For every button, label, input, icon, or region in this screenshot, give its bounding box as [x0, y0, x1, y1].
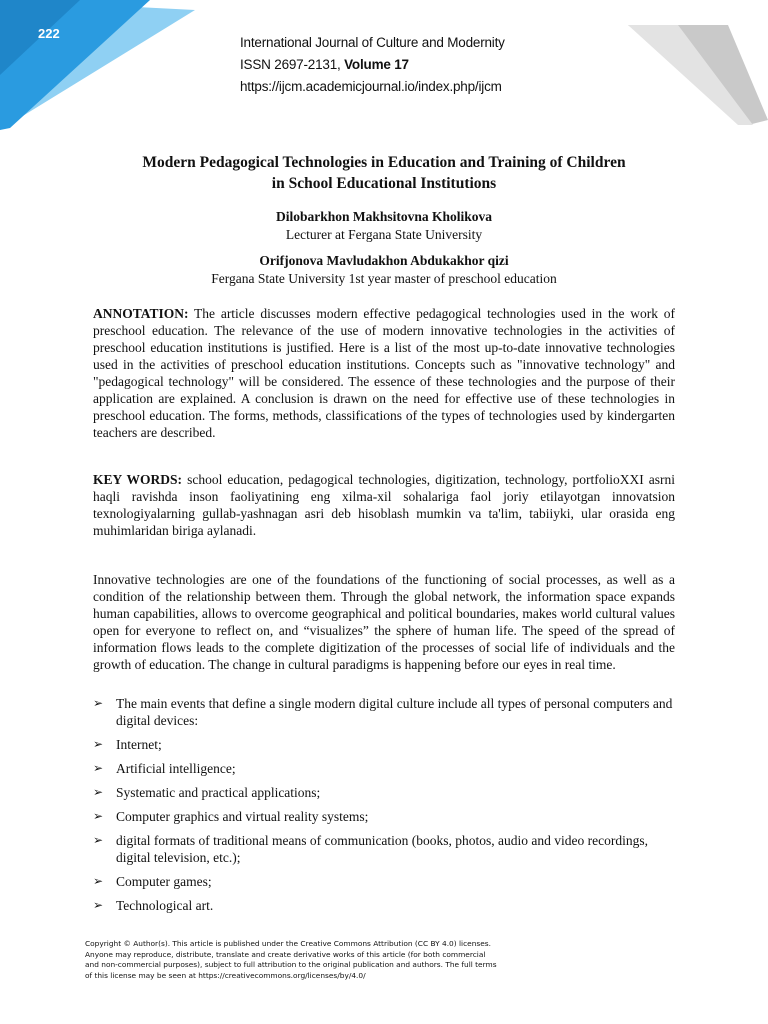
list-item: ➢ Computer graphics and virtual reality systems;	[93, 809, 369, 824]
keywords-label: KEY WORDS:	[93, 472, 183, 487]
copyright-line: of this license may be seen at https://creativecommons.org/licenses/by/4.0/	[85, 970, 366, 980]
copyright-line: and non-commercial purposes), subject to full attribution to the original publication and authors. The full terms	[85, 960, 497, 969]
list-item: ➢ Computer games;	[93, 874, 212, 889]
article-title	[80, 152, 688, 194]
volume: Volume 17	[344, 57, 409, 72]
bullet-list	[93, 695, 675, 921]
arrow-bullet-icon: ➢	[93, 761, 104, 775]
journal-header	[240, 32, 505, 98]
list-item: ➢ Systematic and practical applications;	[93, 785, 321, 800]
annotation-text: The article discusses modern effective pedagogical technologies used in the work of preschool education. The relevance of the use of modern innovative technologies in the activities of preschool education institutions is justified. Here is a list of the most up-to-date innovative technologies used in the activities of preschool education institutions. Concepts such as "innovative technology" and "pedagogical technology" will be considered. The essence of these technologies and the purpose of their application are explained. A conclusion is drawn on the need for effective use of these technologies in preschool education. The forms, methods, classifications of the types of technologies used by kindergarten teachers are described.	[93, 306, 675, 440]
arrow-bullet-icon: ➢	[93, 809, 104, 823]
arrow-bullet-icon: ➢	[93, 833, 104, 847]
author-2-affiliation: Fergana State University 1st year master of preschool education	[211, 271, 557, 286]
author-2-name: Orifjonova Mavludakhon Abdukakhor qizi	[259, 253, 509, 268]
list-item: ➢ Artificial intelligence;	[93, 761, 236, 776]
corner-decoration-left	[0, 0, 195, 130]
copyright-line: Copyright © Author(s). This article is published under the Creative Commons Attribution (CC BY 4.0) licenses.	[85, 939, 491, 948]
journal-name: International Journal of Culture and Modernity	[240, 35, 505, 50]
list-item: ➢ The main events that define a single modern digital culture include all types of personal computers and digital devices:	[93, 696, 673, 728]
list-item: ➢ Internet;	[93, 737, 162, 752]
keywords-text: school education, pedagogical technologies, digitization, technology, portfolioXXI asrni haqli ravishda inson faoliyatining eng xilma-xil sohalariga faol joriy etilayotgan innovatsion texnologiyalarning gullab-yashnagan asri deb hisoblash mumkin va ta'lim, tabiiyki, ular orasida eng muhimlaridan biriga aylanadi.	[93, 472, 675, 538]
issn-volume	[240, 54, 505, 76]
issn: ISSN 2697-2131,	[240, 57, 345, 72]
journal-url[interactable]: https://ijcm.academicjournal.io/index.php/ijcm	[240, 79, 502, 94]
page-number: 222	[38, 26, 60, 41]
author-2	[80, 252, 688, 288]
body-paragraph: Innovative technologies are one of the foundations of the functioning of social processes, as well as a condition of the relationship between them. Through the global network, the information space expands human capabilities, allows to overcome geographical and political boundaries, makes world cultural values open for everyone to reflect on, and “visualizes” the sphere of human life. The speed of the spread of information flows leads to the complete digitization of the processes of social life of individuals and the growth of education. The change in cultural paradigms is happening before our eyes in real time.	[93, 572, 675, 672]
title-line-1: Modern Pedagogical Technologies in Education and Training of Children	[142, 154, 626, 171]
author-1-name: Dilobarkhon Makhsitovna Kholikova	[275, 209, 493, 224]
list-item: ➢ digital formats of traditional means of communication (books, photos, audio and video recordings, digital television, etc.);	[93, 833, 649, 865]
annotation-paragraph	[93, 305, 675, 441]
arrow-bullet-icon: ➢	[93, 785, 104, 799]
arrow-bullet-icon: ➢	[93, 737, 104, 751]
title-line-2: in School Educational Institutions	[271, 175, 497, 192]
copyright-line: Anyone may reproduce, distribute, translate and create derivative works of this article (for both commercial	[85, 949, 486, 959]
author-1	[80, 208, 688, 244]
author-1-affiliation: Lecturer at Fergana State University	[285, 227, 483, 242]
annotation-label: ANNOTATION:	[93, 306, 189, 321]
arrow-bullet-icon: ➢	[93, 898, 104, 912]
keywords-paragraph	[93, 471, 675, 539]
arrow-bullet-icon: ➢	[93, 874, 104, 888]
corner-decoration-right	[588, 0, 768, 125]
copyright-notice	[85, 939, 645, 981]
list-item: ➢ Technological art.	[93, 898, 214, 913]
arrow-bullet-icon: ➢	[93, 696, 104, 710]
